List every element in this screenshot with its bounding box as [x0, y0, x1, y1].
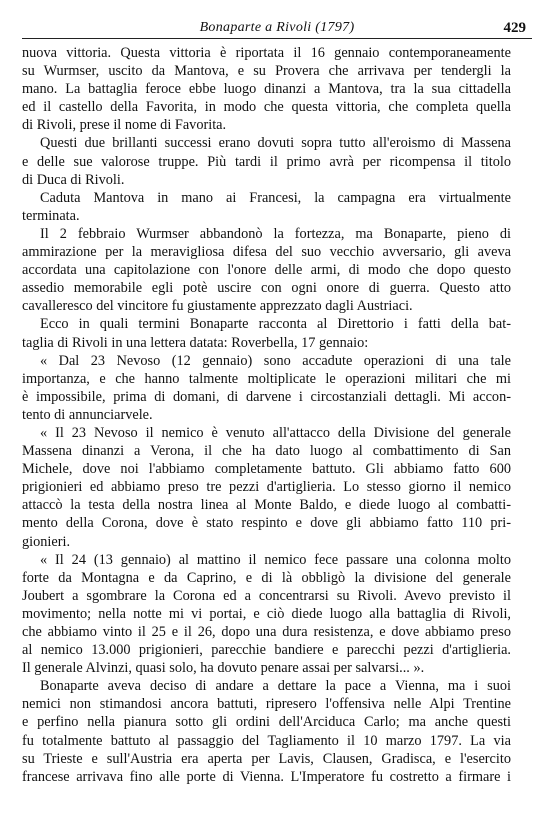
- text-line: e delle sue valorose truppe. Più tardi il primo avrà per ricompensa il titolo: [22, 153, 511, 170]
- text-line: e perfino nella pianura sotto gli ordini dell'Arciduca Carlo; ma anche questi: [22, 714, 511, 731]
- text-line: di Duca di Rivoli.: [22, 171, 125, 188]
- text-line: cavalleresco del vincitore fu giustamente apprezzato dagli Austriaci.: [22, 298, 413, 315]
- text-line: importanza, e che hanno talmente moltiplicate le operazioni militari che mi: [22, 370, 511, 387]
- page-header: [22, 6, 532, 38]
- text-line: Joubert a sgombrare la Corona ed a concentrarsi su Rivoli. Avevo previsto il: [22, 587, 511, 604]
- text-line: tento di annunciarvele.: [22, 406, 153, 423]
- text-line: attaccò la testa della nostra linea al Monte Baldo, e diede luogo al combatti-: [22, 497, 511, 514]
- text-line: nuova vittoria. Questa vittoria è riportata il 16 gennaio contemporaneamente: [22, 45, 511, 61]
- text-line: gionieri.: [22, 533, 71, 550]
- text-line: su Trieste e sull'Austria era aperta per Lavis, Clausen, Gradisca, e l'esercito: [22, 750, 511, 767]
- text-line: « Dal 23 Nevoso (12 gennaio) sono accadute operazioni di una tale: [40, 352, 511, 369]
- text-line: che abbiamo vinto il 25 e il 26, dopo una dura resistenza, e dove abbiamo preso: [22, 624, 511, 640]
- text-line: mano. La battaglia feroce ebbe luogo dinanzi a Mantova, tra la sua cittadella: [22, 81, 511, 98]
- text-line: movimento; nella notte mi vi portai, e ciò diede luogo alla battaglia di Rivoli,: [22, 605, 511, 622]
- text-line: al nemico 13.000 prigionieri, parecchie bandiere e parecchi pezzi d'artiglieria.: [22, 642, 511, 659]
- text-line: Massena dinanzi a Verona, il che ha dato luogo al combattimento di San: [22, 443, 511, 460]
- text-line: è impossibile, prima di domani, di darvene i circostanziali dettagli. Mi accon-: [22, 388, 511, 405]
- text-line: assedio memorabile egli potè uscire con ogni onore di guerra. Questo atto: [22, 280, 511, 297]
- text-line: Caduta Mantova in mano ai Francesi, la campagna era virtualmente: [40, 189, 511, 206]
- text-line: Ecco in quali termini Bonaparte racconta al Direttorio i fatti della bat-: [40, 316, 511, 333]
- text-line: taglia di Rivoli in una lettera datata: Roverbella, 17 gennaio:: [22, 334, 369, 351]
- body-text: [22, 44, 511, 786]
- text-line: fu totalmente battuto al passaggio del Tagliamento il 10 marzo 1797. La via: [22, 732, 511, 749]
- header-rule: [22, 38, 532, 39]
- text-line: « Il 23 Nevoso il nemico è venuto all'attacco della Divisione del generale: [40, 424, 511, 441]
- text-line: prigionieri ed abbiamo preso tre pezzi d'artiglieria. Lo stesso giorno il nemico: [22, 479, 511, 496]
- text-line: Questi due brillanti successi erano dovuti sopra tutto all'eroismo di Massena: [40, 135, 511, 152]
- running-title: Bonaparte a Rivoli (1797): [199, 20, 355, 35]
- text-line: di Rivoli, prese il nome di Favorita.: [22, 117, 227, 134]
- text-line: terminata.: [22, 207, 80, 224]
- text-line: forte da Montagna e da Caprino, e di là obbligò la divisione del generale: [22, 569, 511, 586]
- text-line: nemici non stimandosi ancora battuti, ripresero l'offensiva nelle Alpi Trentine: [22, 696, 511, 713]
- text-line: mento della Corona, dove è stato respinto e dove gli abbiamo fatto 110 pri-: [22, 515, 511, 532]
- text-line: ed il castello della Favorita, in modo che questa vittoria, che completa quella: [22, 99, 511, 116]
- text-line: accordata una capitolazione con l'onore delle armi, di modo che dopo questo: [22, 262, 511, 279]
- text-line: « Il 24 (13 gennaio) al mattino il nemico fece passare una colonna molto: [40, 551, 511, 568]
- text-line: Il generale Alvinzi, quasi solo, ha dovuto penare assai per salvarsi... ».: [22, 660, 425, 677]
- text-line: ammirazione per la meravigliosa difesa del suo vecchio avversario, gli aveva: [22, 244, 511, 261]
- page-number: 429: [503, 20, 526, 36]
- text-line: Bonaparte aveva deciso di andare a dettare la pace a Vienna, ma i suoi: [40, 678, 511, 695]
- text-line: francese arrivava fino alle porte di Vienna. L'Imperatore fu costretto a firmare i: [22, 768, 511, 785]
- text-line: Il 2 febbraio Wurmser abbandonò la fortezza, ma Bonaparte, pieno di: [40, 225, 511, 242]
- text-line: su Wurmser, uscito da Mantova, e su Provera che arrivava per tendergli la: [22, 63, 511, 80]
- text-line: Michele, dove noi l'abbiamo completamente battuto. Gli abbiamo fatto 600: [22, 461, 511, 478]
